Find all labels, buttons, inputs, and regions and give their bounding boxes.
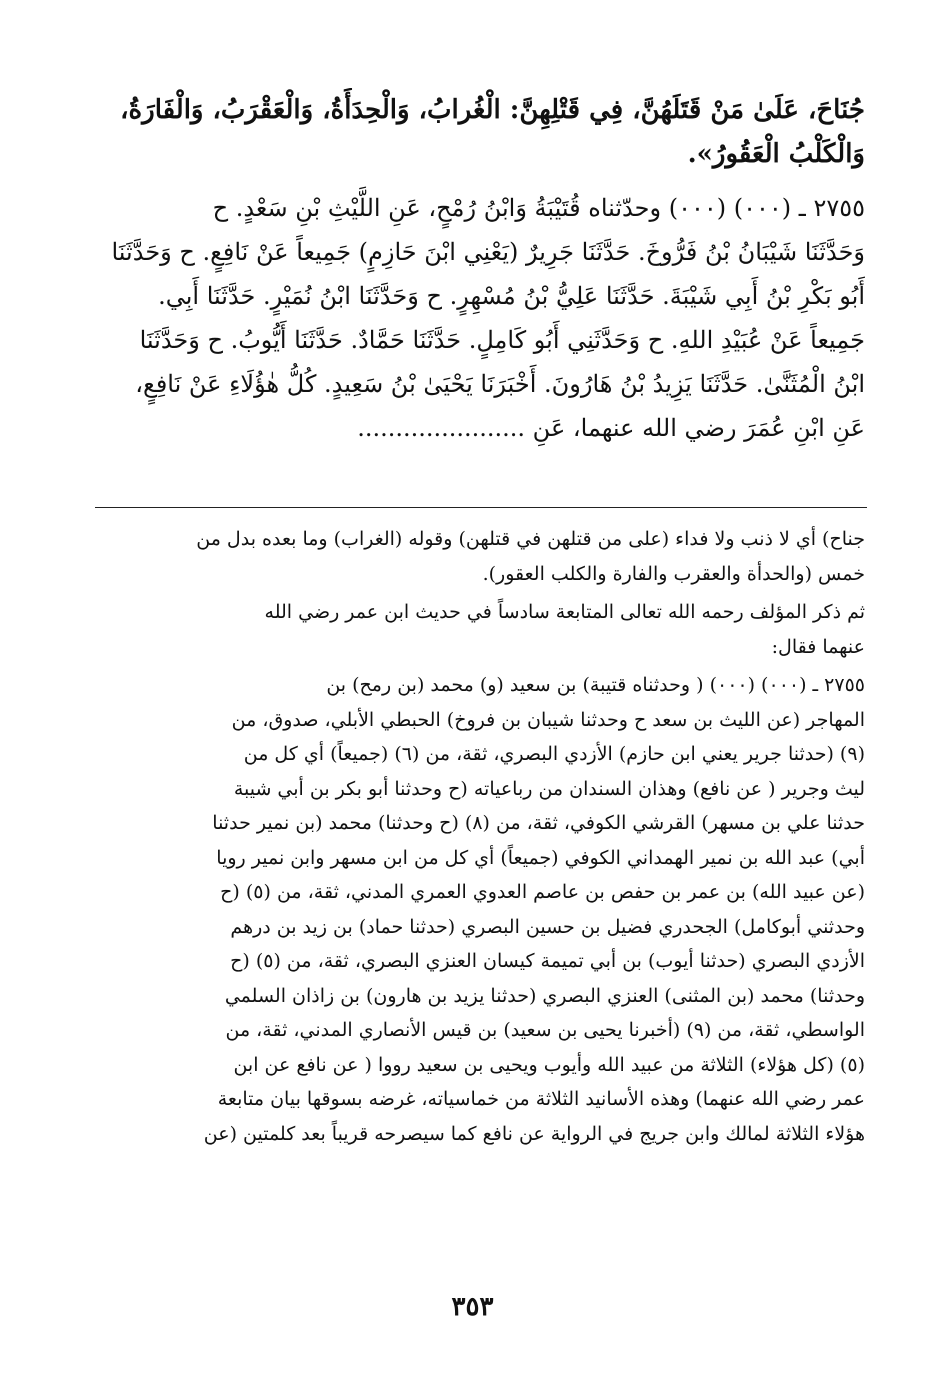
text-line: ليث وجرير ( عن نافع) وهذان السندان من رباعياته (ح وحدثنا أبو بكر بن أبي شيبة xyxy=(233,777,865,800)
text-line: جناح) أي لا ذنب ولا فداء (على من قتلهن في قتلهن) وقوله (الغراب) وما بعده بدل من xyxy=(196,528,865,550)
text-line: أبي) عبد الله بن نمير الهمداني الكوفي (جميعاً) أي كل من ابن مسهر وابن نمير رويا xyxy=(216,846,865,869)
text-line: ابْنُ الْمُثَنَّىٰ. حَدَّثَنَا يَزِيدُ بْنُ هَارُونَ. أَخْبَرَنَا يَحْيَىٰ بْنُ سَعِيدٍ. كُلُّ هٰؤُلَاءِ عَنْ نَافِعٍ، xyxy=(135,370,865,398)
text-line: ٢٧٥٥ ـ (٠٠٠) (٠٠٠) وحدّثناه قُتَيْبَةُ وَابْنُ رُمْحٍ، عَنِ اللَّيْثِ بْنِ سَعْدٍ. ح xyxy=(212,194,865,222)
text-line: أَبُو بَكْرِ بْنُ أَبِي شَيْبَةَ. حَدَّثَنَا عَلِيُّ بْنُ مُسْهِرٍ. ح وَحَدَّثَنَا ابْنُ نُمَيْرٍ. حَدَّثَنَا أَبِي. xyxy=(158,282,865,310)
footnote-divider xyxy=(95,507,867,508)
text-line: (٩) (حدثنا جرير يعني ابن حازم) الأزدي البصري، ثقة، من (٦) (جميعاً) أي كل من xyxy=(243,743,865,765)
text-line: وحدثنا) محمد (بن المثنى) العنزي البصري (حدثنا يزيد بن هارون) بن زاذان السلمي xyxy=(224,984,865,1007)
hadith-2755 xyxy=(95,186,865,450)
text-line: عمر رضي الله عنهما) وهذه الأسانيد الثلاثة من خماسياته، غرضه بسوقها بيان متابعة xyxy=(217,1088,865,1110)
text-line: ثم ذكر المؤلف رحمه الله تعالى المتابعة سادساً في حديث ابن عمر رضي الله xyxy=(264,601,865,623)
text-line: هؤلاء الثلاثة لمالك وابن جريج في الرواية عن نافع كما سيصرحه قريباً بعد كلمتين (عن xyxy=(203,1122,865,1145)
commentary-paragraph xyxy=(95,668,865,1151)
text-line: (٥) (كل هؤلاء) الثلاثة من عبيد الله وأيوب ويحيى بن سعيد رووا ( عن نافع عن ابن xyxy=(233,1053,865,1076)
text-line: ٢٧٥٥ ـ (٠٠٠) (٠٠٠) ( وحدثناه قتيبة) بن سعيد (و) محمد (بن رمح) بن xyxy=(326,674,865,696)
commentary-paragraph xyxy=(95,595,865,664)
hadith-continuation xyxy=(95,88,865,176)
main-text xyxy=(95,88,865,450)
page-number: ٣٥٣ xyxy=(451,1292,494,1322)
text-line: خمس (والحدأة والعقرب والفارة والكلب العقور). xyxy=(482,562,865,585)
text-line: عنهما فقال: xyxy=(771,635,865,658)
text-line: الواسطي، ثقة، من (٩) (أخبرنا يحيى بن سعيد) بن قيس الأنصاري المدني، ثقة، من xyxy=(225,1019,865,1041)
text-line: وَحَدَّثَنَا شَيْبَانُ بْنُ فَرُّوخَ. حَدَّثَنَا جَرِيرٌ (يَعْنِي ابْنَ حَازِمٍ) جَمِيعاً عَنْ نَافِعٍ. ح وَحَدَّثَنَا xyxy=(111,238,865,266)
commentary-paragraph xyxy=(95,522,865,591)
text-line: جَمِيعاً عَنْ عُبَيْدِ اللهِ. ح وَحَدَّثَنِي أَبُو كَامِلٍ. حَدَّثَنَا حَمَّادٌ. حَدَّثَنَا أَيُّوبُ. ح وَحَدَّثَنَا xyxy=(139,326,865,354)
text-line: المهاجر (عن الليث بن سعد ح وحدثنا شيبان بن فروخ) الحبطي الأبلي، صدوق، من xyxy=(231,708,865,731)
text-line: وَالْكَلْبُ الْعَقُورُ». xyxy=(687,139,865,169)
text-line: الأزدي البصري (حدثنا أيوب) بن أبي تميمة كيسان العنزي البصري، ثقة، من (٥) (ح xyxy=(230,950,865,972)
text-line: جُنَاحَ، عَلَىٰ مَنْ قَتَلَهُنَّ، فِي قَتْلِهِنَّ: الْغُرابُ، وَالْحِدَأَةُ، وَالْعَقْرَبُ، وَالْفَارَةُ، xyxy=(120,95,865,125)
text-line: وحدثني أبوكامل) الجحدري فضيل بن حسين البصري (حدثنا حماد) بن زيد بن درهم xyxy=(230,915,865,938)
text-line: عَنِ ابْنِ عُمَرَ رضي الله عنهما، عَنِ ...................... xyxy=(357,414,865,442)
text-line: (عن عبيد الله) بن عمر بن حفص بن عاصم العدوي العمري المدني، ثقة، من (٥) (ح xyxy=(220,881,865,903)
commentary xyxy=(95,522,865,1155)
text-line: حدثنا علي بن مسهر) القرشي الكوفي، ثقة، من (٨) (ح وحدثنا) محمد (بن نمير حدثنا xyxy=(212,812,865,834)
